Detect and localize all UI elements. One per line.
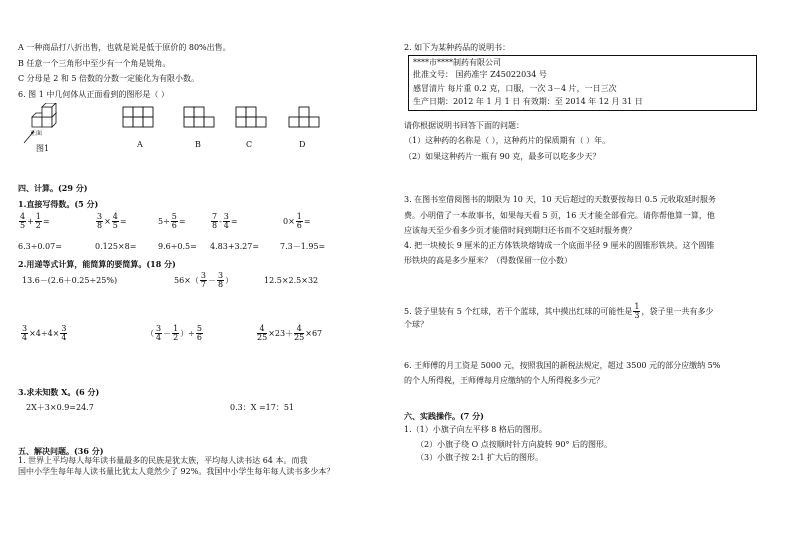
section-6-heading: 六、实践操作。(7 分) xyxy=(404,411,484,421)
direct-calc-7: 0.125×8= xyxy=(95,242,137,251)
figure-1-caption: 图1 xyxy=(36,144,50,153)
problem-1-line-1: 1. 世界上平均每人每年读书量最多的民族是犹太族，平均每人读书达 64 本。而我 xyxy=(18,456,308,465)
section-4-1-heading: 1.直接写得数。(5 分) xyxy=(18,199,99,209)
direct-calc-8: 9.6÷0.5= xyxy=(158,242,197,251)
fraction: $\frac{5}{6}$ xyxy=(196,324,202,342)
fraction: $\frac{1}{6}$ xyxy=(296,212,302,230)
label-dosage: 感冒清片 每片重 0.2 克，口服，一次 3－4 片，一日三次 xyxy=(413,84,617,93)
fraction: $\frac{1}{2}$ xyxy=(35,212,41,230)
section-4-3-heading: 3.求未知数 X。(6 分) xyxy=(18,387,100,397)
label-company: ****市****制药有限公司 xyxy=(413,58,501,67)
fraction: $\frac{4}{5}$ xyxy=(112,212,118,230)
problem-6-line-1: 6. 王师傅的月工资是 5000 元，按照我国的新税法规定，超过 3500 元的部分应缴纳 5% xyxy=(404,361,721,370)
problem-2-question-2: （2）如果这种药片一瓶有 90 克，最多可以吃多少天？ xyxy=(404,152,601,161)
front-label: 正面 xyxy=(30,130,43,137)
choice-a-figure xyxy=(122,106,158,128)
option-c: C 分母是 2 和 5 倍数的分数一定能化为有限小数。 xyxy=(18,74,200,83)
option-b: B 任意一个三角形中至少有一个角是锐角。 xyxy=(18,59,171,68)
step-calc-6: $\frac{4}{25}$ ×23＋ $\frac{4}{25}$ ×67 xyxy=(257,324,323,342)
fraction: $\frac{5}{6}$ xyxy=(171,212,177,230)
fraction: $\frac{4}{25}$ xyxy=(294,324,305,342)
section-5-heading: 五、解决问题。(36 分) xyxy=(18,446,104,456)
step-calc-1: 13.6－(2.6＋0.25÷25%) xyxy=(22,276,118,285)
fraction: $\frac{3}{4}$ xyxy=(22,324,28,342)
equation-2: 0.3：X =17：51 xyxy=(230,403,295,412)
option-a: A 一种商品打八折出售，也就是说是低于原价的 80%出售。 xyxy=(18,43,231,52)
direct-calc-9: 4.83+3.27= xyxy=(210,242,260,251)
section-4-2-heading: 2.用递等式计算，能简算的要简算。(18 分) xyxy=(18,259,176,269)
problem-3-line-1: 3. 在图书室借阅图书的期限为 10 天，10 天后超过的天数要按每日 0.5 元收取延时服务 xyxy=(404,195,716,204)
problem-6-line-2: 的个人所得税，王师傅每月应缴纳的个人所得税多少元？ xyxy=(404,376,604,385)
choice-c-label: C xyxy=(246,140,253,149)
problem-4-line-1: 4. 把一块棱长 9 厘米的正方体铁块熔铸成一个底面半径 9 厘米的圆锥形铁块。这个圆锥 xyxy=(404,241,715,250)
step-calc-2: 56×（ $\frac{3}{7}$ － $\frac{3}{8}$ ） xyxy=(174,271,234,289)
problem-2: 2. 如下为某种药品的说明书： xyxy=(404,43,511,52)
question-6: 6. 图 1 中几何体从正面看到的图形是（ ） xyxy=(18,90,169,99)
fraction: $\frac{3}{4}$ xyxy=(61,324,67,342)
practice-item-1: 1.（1）小旗子向左平移 8 格后的图形。 xyxy=(404,425,547,434)
medicine-label-box xyxy=(408,55,757,111)
fraction: $\frac{1}{2}$ xyxy=(173,324,179,342)
direct-calc-3: 5÷ $\frac{5}{6}$ = xyxy=(158,212,186,230)
choice-d-label: D xyxy=(299,140,306,149)
fraction: $\frac{3}{4}$ xyxy=(156,324,162,342)
problem-5-line-1: 5. 袋子里装有 5 个红球，若干个蓝球，其中摸出红球的可能性是 $\frac{1}{3}$ ，袋子里一共有多少 xyxy=(404,302,714,320)
fraction: $\frac{3}{8}$ xyxy=(217,271,224,289)
fraction: $\frac{3}{8}$ xyxy=(97,212,103,230)
direct-calc-1: $\frac{4}{5}$ + $\frac{1}{2}$ = xyxy=(20,212,50,230)
direct-calc-2: $\frac{3}{8}$ × $\frac{4}{5}$ = xyxy=(97,212,127,230)
step-calc-4: $\frac{3}{4}$ ×4÷4× $\frac{3}{4}$ xyxy=(22,324,67,342)
fraction: $\frac{3}{7}$ xyxy=(200,271,206,289)
choice-b-figure xyxy=(183,106,219,128)
practice-item-3: （3）小旗子按 2:1 扩大后的图形。 xyxy=(416,453,544,462)
step-calc-3: 12.5×2.5×32 xyxy=(264,276,319,285)
choice-b-label: B xyxy=(195,140,201,149)
fraction: $\frac{4}{5}$ xyxy=(20,212,26,230)
fraction: $\frac{4}{25}$ xyxy=(257,324,268,342)
step-calc-5: （ $\frac{3}{4}$ － $\frac{1}{2}$ ）÷ $\frac{5}{6}$ xyxy=(146,324,202,342)
fraction: $\frac{3}{4}$ xyxy=(223,212,229,230)
problem-5-line-2: 个球？ xyxy=(404,320,428,329)
problem-3-line-2: 费。小明借了一本故事书，如果每天看 5 页，16 天才能全部看完。请你帮他算一算，他 xyxy=(404,211,715,220)
direct-calc-10: 7.3－1.95= xyxy=(280,242,326,251)
label-approval: 批准文号： 国药准字 Z45022034 号 xyxy=(413,70,547,79)
direct-calc-6: 6.3÷0.07= xyxy=(18,242,62,251)
problem-1-line-2: 国中小学生每年每人读书量比犹太人竟然少了 92%。我国中小学生每年每人读书多少本？ xyxy=(18,467,335,476)
section-4-heading: 四、计算。(29 分) xyxy=(18,183,88,193)
problem-2-prompt: 请你根据说明书回答下面的问题： xyxy=(404,121,524,130)
fraction: $\frac{7}{8}$ xyxy=(212,212,218,230)
problem-2-question-1: （1）这种药的名称是（ ），这种药片的保质期有（ ）年。 xyxy=(404,136,611,145)
choice-d-figure xyxy=(288,106,324,128)
problem-4-line-2: 形铁块的高是多少厘米？（得数保留一位小数） xyxy=(404,256,572,265)
choice-a-label: A xyxy=(137,140,143,149)
label-dates: 生产日期：2012 年 1 月 1 日 有效期：至 2014 年 12 月 31 日 xyxy=(413,97,643,106)
direct-calc-5: 0× $\frac{1}{6}$ = xyxy=(283,212,311,230)
direct-calc-4: $\frac{7}{8}$ - $\frac{3}{4}$ = xyxy=(212,212,238,230)
choice-c-figure xyxy=(235,106,271,128)
problem-3-line-3: 应该每天至少看多少页才能借时间到期归还书而不交延时服务费？ xyxy=(404,226,636,235)
practice-item-2: （2）小旗子绕 O 点按顺时针方向旋转 90° 后的图形。 xyxy=(416,440,612,449)
equation-1: 2X＋3×0.9=24.7 xyxy=(26,403,94,412)
fraction: $\frac{1}{3}$ xyxy=(634,302,640,320)
